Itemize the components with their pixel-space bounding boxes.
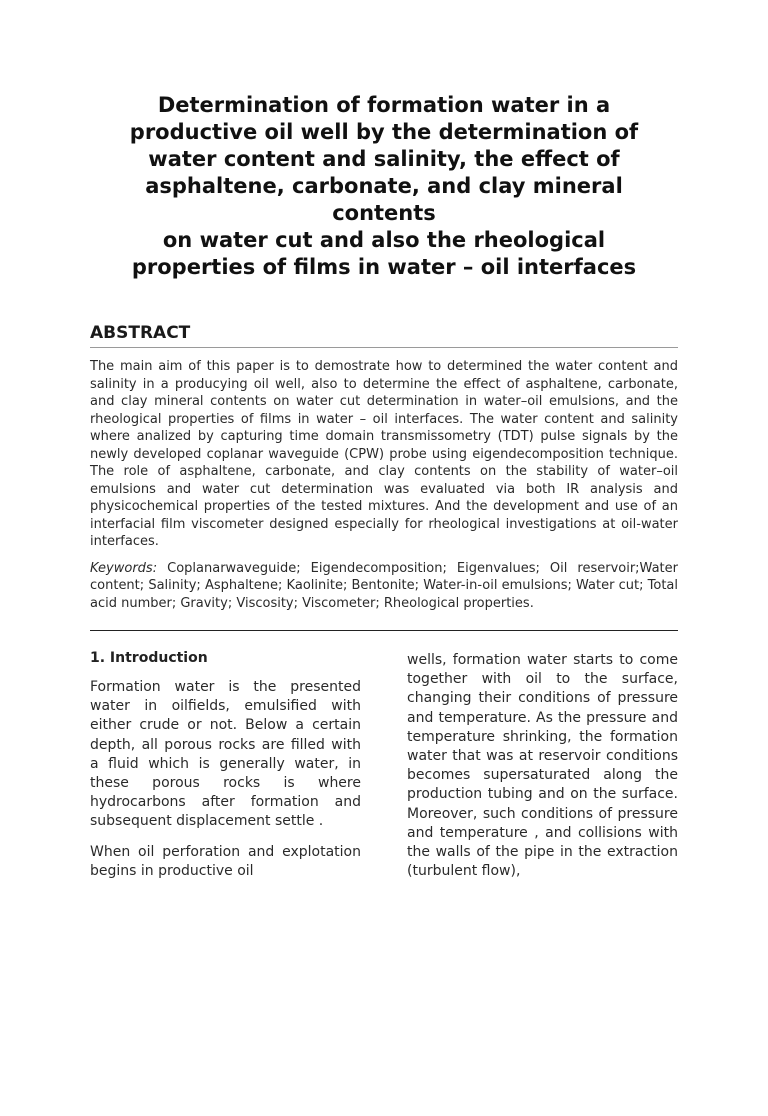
title-line: properties of films in water – oil interfaces — [131, 255, 637, 279]
abstract-heading: ABSTRACT — [90, 323, 678, 348]
title-line: on water cut and also the rheological — [162, 228, 606, 252]
introduction-paragraph: When oil perforation and explotation begins in productive oil — [90, 843, 361, 879]
introduction-paragraph: Formation water is the presented water in oilfields, emulsified with either crude or not. Below a certain depth, all porous rocks are filled with a fluid which is generally water, in these porous rocks is where hydrocarbons after formation and subsequent displacement settle . — [90, 679, 361, 830]
keywords-label: Keywords: — [90, 560, 158, 576]
title-line: water content and salinity, the effect of — [148, 147, 620, 171]
introduction-paragraph-continued: wells, formation water starts to come together with oil to the surface, changing their conditions of pressure and temperature. As the pressure and temperature shrinking, the formation water that was at reservoir conditions becomes supersaturated along the production tubing and on the surface. Moreover, such conditions of pressure and temperature , and collisions with the walls of the pipe in the extraction (turbulent flow), — [407, 652, 678, 880]
abstract-text: The main aim of this paper is to demostrate how to determined the water content and salinity in a producying oil well, also to determine the effect of asphaltene, carbonate, and clay mineral contents on water cut determination in water–oil emulsions, and the rheological properties of films in water – oil interfaces. The water content and salinity where analized by capturing time domain transmissometry (TDT) pulse signals by the newly developed coplanar waveguide (CPW) probe using eigendecomposition technique. The role of asphaltene, carbonate, and clay contents on the stability of water–oil emulsions and water cut determination was evaluated via both IR analysis and physicochemical properties of the tested mixtures. And the development and use of an interfacial film viscometer designed especially for rheological investigations at oil-water interfaces. — [90, 359, 678, 549]
title-line: productive oil well by the determination of — [129, 120, 639, 144]
title-line: Determination of formation water in a — [157, 93, 611, 117]
title-line: asphaltene, carbonate, and clay mineral — [145, 174, 623, 198]
paper-title — [90, 92, 678, 281]
keywords-block — [90, 560, 678, 613]
section-divider — [90, 630, 678, 631]
body-columns — [90, 639, 678, 892]
paper-page — [0, 92, 768, 1116]
left-column — [90, 639, 361, 892]
keywords-text: Coplanarwaveguide; Eigendecomposition; Eigenvalues; Oil reservoir;Water content; Salinity; Asphaltene; Kaolinite; Bentonite; Water-in-oil emulsions; Water cut; Total acid number; Gravity; Viscosity; Viscometer; Rheological properties. — [90, 560, 678, 611]
title-line: contents — [332, 201, 436, 225]
right-column — [407, 639, 678, 892]
introduction-heading: 1. Introduction — [90, 650, 208, 666]
